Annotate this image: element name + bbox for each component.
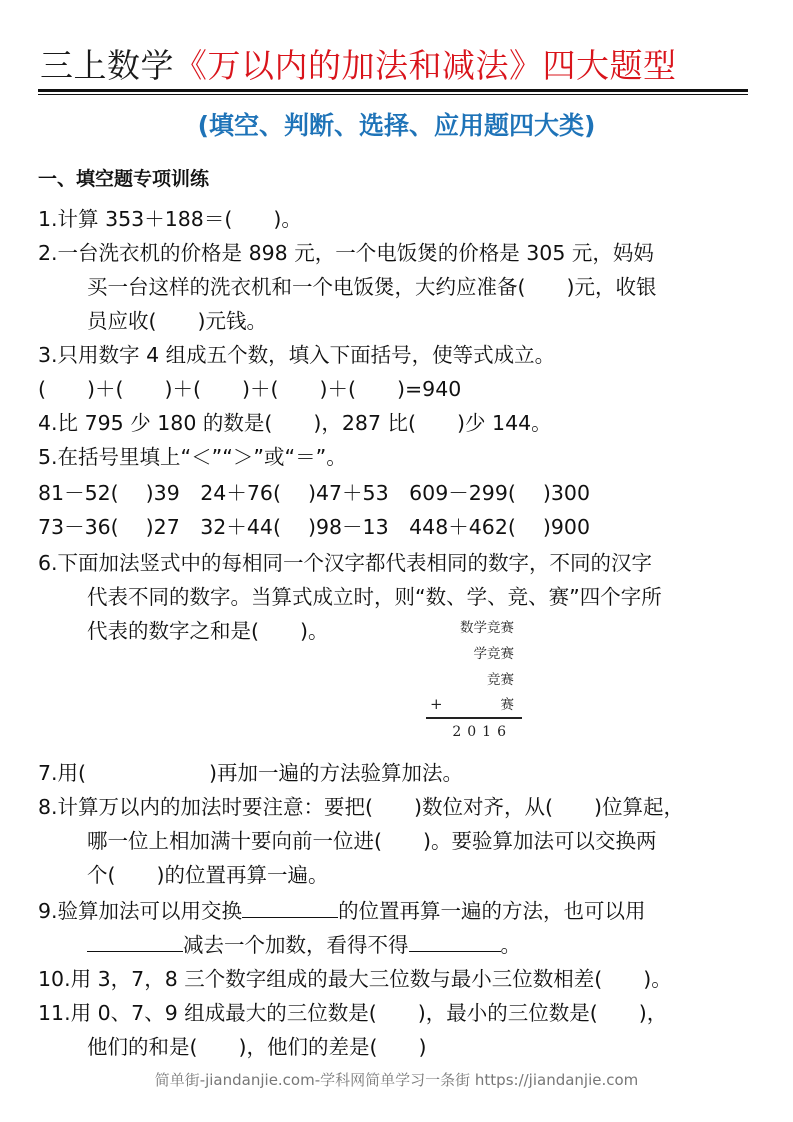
title-rule-thin	[38, 94, 748, 95]
section-heading: 一、填空题专项训练	[38, 168, 210, 190]
question-8-line-3: 个( )的位置再算一遍。	[87, 863, 329, 887]
title-topic: 《万以内的加法和减法》四大题型	[174, 46, 677, 85]
page-title	[40, 44, 753, 88]
question-8-line-1: 8.计算万以内的加法时要注意：要把( )数位对齐，从( )位算起，	[38, 795, 685, 819]
vertical-row-3: 竞赛	[487, 672, 514, 688]
question-2-line-1: 2.一台洗衣机的价格是 898 元，一个电饭煲的价格是 305 元，妈妈	[38, 241, 654, 265]
answer-blank[interactable]	[87, 929, 183, 952]
question-6-line-1: 6.下面加法竖式中的每相同一个汉字都代表相同的数字，不同的汉字	[38, 551, 653, 575]
question-9-text-a: 9.验算加法可以用交换	[38, 899, 243, 923]
question-6-line-3: 代表的数字之和是( )。	[87, 619, 329, 643]
question-9-line-1	[38, 894, 646, 928]
plus-sign: +	[430, 695, 443, 713]
question-3-line-1: 3.只用数字 4 组成五个数，填入下面括号，使等式成立。	[38, 343, 556, 367]
vertical-row-1: 数学竞赛	[460, 620, 514, 636]
footer-watermark: 简单街-jiandanjie.com-学科网简单学习一条街 https://jiandanjie.com	[154, 1071, 639, 1089]
title-rule-thick	[38, 89, 748, 92]
vertical-row-4: 赛	[500, 697, 514, 713]
question-8-line-2: 哪一位上相加满十要向前一位进( )。要验算加法可以交换两	[87, 829, 657, 853]
question-10: 10.用 3，7，8 三个数字组成的最大三位数与最小三位数相差( )。	[38, 967, 672, 991]
vertical-result: 2016	[452, 724, 512, 740]
subtitle: (填空、判断、选择、应用题四大类)	[197, 111, 596, 140]
sum-line	[426, 717, 522, 719]
question-9-text-b: 的位置再算一遍的方法，也可以用	[338, 899, 646, 923]
answer-blank[interactable]	[242, 895, 338, 918]
question-3-line-2: ( )＋( )＋( )＋( )＋( )=940	[38, 377, 462, 401]
question-1: 1.计算 353＋188＝( )。	[38, 207, 302, 231]
question-11-line-2: 他们的和是( )，他们的差是( )	[87, 1035, 427, 1059]
question-4: 4.比 795 少 180 的数是( )，287 比( )少 144。	[38, 411, 552, 435]
question-2-line-3: 员应收( )元钱。	[87, 309, 267, 333]
question-5-line-3: 73－36( )27 32＋44( )98－13 448＋462( )900	[38, 515, 591, 539]
question-9-text-d: 。	[500, 933, 521, 957]
question-5-line-1: 5.在括号里填上“＜”“＞”或“＝”。	[38, 445, 347, 469]
vertical-row-2: 学竞赛	[473, 646, 514, 662]
question-6-line-2: 代表不同的数字。当算式成立时，则“数、学、竞、赛”四个字所	[87, 585, 662, 609]
question-9-line-2	[87, 928, 521, 962]
question-7: 7.用( )再加一遍的方法验算加法。	[38, 761, 464, 785]
question-11-line-1: 11.用 0、7、9 组成最大的三位数是( )，最小的三位数是( )，	[38, 1001, 668, 1025]
question-9-text-c: 减去一个加数，看得不得	[183, 933, 409, 957]
title-prefix: 三上数学	[40, 46, 174, 85]
answer-blank[interactable]	[409, 929, 501, 952]
question-5-line-2: 81－52( )39 24＋76( )47＋53 609－299( )300	[38, 481, 591, 505]
question-2-line-2: 买一台这样的洗衣机和一个电饭煲，大约应准备( )元，收银	[87, 275, 657, 299]
